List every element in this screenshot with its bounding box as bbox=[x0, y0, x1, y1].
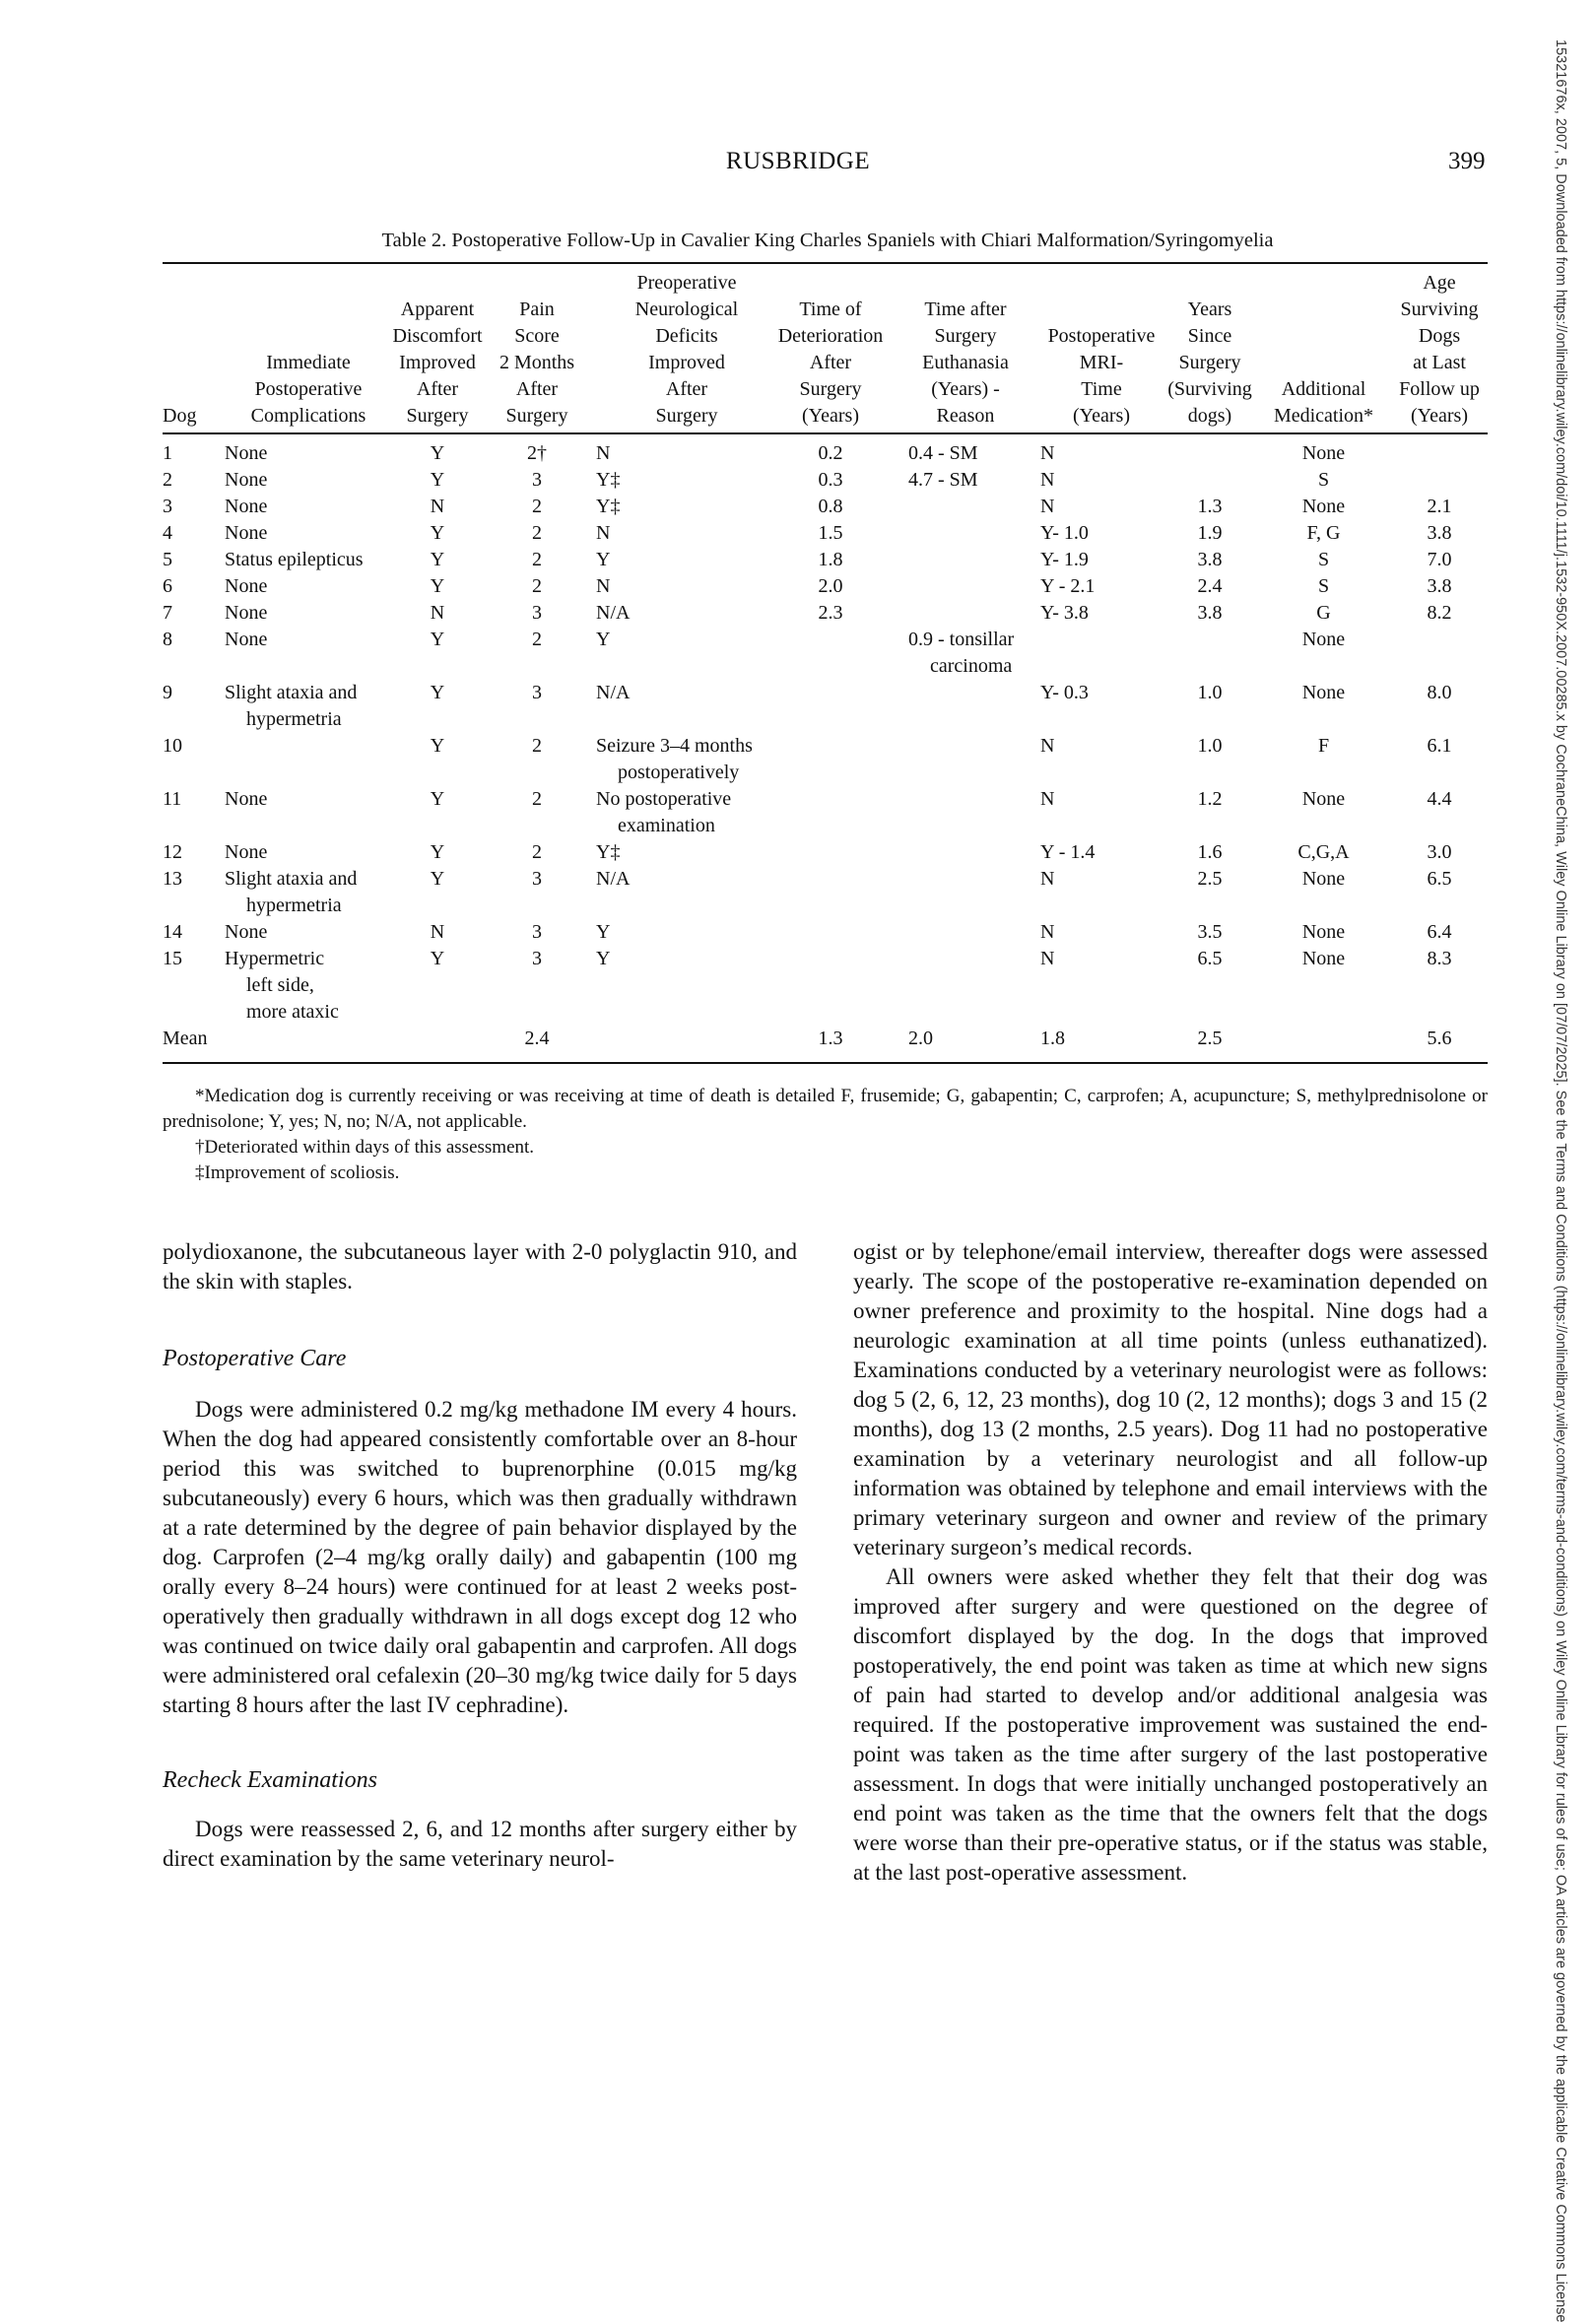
table-row bbox=[0, 733, 1596, 786]
cell-mri: N bbox=[1040, 442, 1055, 464]
cell-medication: None bbox=[1301, 496, 1346, 517]
column-header-line: Pain bbox=[519, 299, 555, 320]
cell-deterioration: 0.8 bbox=[818, 496, 843, 517]
cell-line: Y‡ bbox=[596, 469, 621, 491]
cell-complications bbox=[225, 440, 392, 467]
cell-dog: 15 bbox=[163, 948, 182, 969]
cell-line: hypermetria bbox=[246, 708, 342, 730]
cell-pain: 2† bbox=[527, 442, 547, 464]
cell-deterioration: 1.8 bbox=[818, 549, 843, 570]
cell-age: 3.0 bbox=[1427, 841, 1452, 863]
page-number: 399 bbox=[1448, 148, 1486, 174]
cell-age: 8.3 bbox=[1427, 948, 1452, 969]
column-header-line: at Last bbox=[1413, 352, 1466, 373]
cell-line: N/A bbox=[596, 602, 631, 624]
cell-pain: 3 bbox=[532, 682, 542, 703]
cell-mri: N bbox=[1040, 868, 1055, 890]
paragraph: polydioxanone, the subcutaneous layer with 2-0 polyglactin 910, and the skin with staples. bbox=[163, 1239, 797, 1294]
cell-line: None bbox=[225, 788, 268, 810]
cell-deterioration: 1.5 bbox=[818, 522, 843, 544]
cell-discomfort: Y bbox=[430, 948, 445, 969]
table-row bbox=[0, 786, 1596, 839]
column-header-line: After bbox=[665, 378, 708, 400]
cell-pain: 3 bbox=[532, 868, 542, 890]
column-header-line: Time of bbox=[799, 299, 862, 320]
table-body bbox=[0, 440, 1596, 1052]
left-column bbox=[163, 1237, 797, 1874]
cell-pain: 3 bbox=[532, 469, 542, 491]
column-header-line: Surgery bbox=[799, 378, 862, 400]
cell-complications bbox=[225, 919, 392, 946]
cell-age: 6.5 bbox=[1427, 868, 1452, 890]
cell-mri: Y- 0.3 bbox=[1040, 682, 1089, 703]
cell-discomfort: Y bbox=[430, 841, 445, 863]
cell-mri: N bbox=[1040, 496, 1055, 517]
table-row bbox=[0, 946, 1596, 1026]
cell-medication: S bbox=[1317, 575, 1330, 597]
cell-line: None bbox=[225, 602, 268, 624]
cell-discomfort: N bbox=[430, 602, 445, 624]
cell-discomfort: N bbox=[430, 496, 445, 517]
column-header-line: Age bbox=[1423, 272, 1456, 294]
cell-age: 6.1 bbox=[1427, 735, 1452, 757]
cell-line: hypermetria bbox=[246, 895, 342, 916]
cell-mri: N bbox=[1040, 921, 1055, 943]
cell-line: Y‡ bbox=[596, 496, 621, 517]
cell-complications bbox=[225, 573, 392, 600]
cell-dog: 12 bbox=[163, 841, 182, 863]
column-header bbox=[1161, 272, 1259, 430]
column-header-line: Reason bbox=[936, 405, 995, 427]
cell-age: 8.2 bbox=[1427, 602, 1452, 624]
column-header-line: Improved bbox=[648, 352, 725, 373]
cell-pain: 2 bbox=[532, 522, 542, 544]
cell-medication: G bbox=[1316, 602, 1331, 624]
cell-discomfort: Y bbox=[430, 522, 445, 544]
cell-pain: 2 bbox=[532, 788, 542, 810]
cell-pain: 2 bbox=[532, 629, 542, 650]
cell-dog: 1 bbox=[163, 442, 172, 464]
cell-line: None bbox=[225, 629, 268, 650]
cell-line: Y bbox=[596, 921, 611, 943]
table-row bbox=[0, 680, 1596, 733]
cell-age: 8.0 bbox=[1427, 682, 1452, 703]
cell-line: Status epilepticus bbox=[225, 549, 364, 570]
cell-medication: None bbox=[1301, 682, 1346, 703]
cell-complications bbox=[225, 680, 392, 733]
table-row bbox=[0, 547, 1596, 573]
cell-line: Slight ataxia and bbox=[225, 682, 358, 703]
cell-medication: C,G,A bbox=[1297, 841, 1350, 863]
cell-pain: 3 bbox=[532, 921, 542, 943]
column-header-line: (Years) bbox=[1073, 405, 1130, 427]
cell-line: Seizure 3–4 months bbox=[596, 735, 753, 757]
cell-deficits bbox=[596, 786, 803, 839]
cell-age: 5.6 bbox=[1427, 1028, 1452, 1049]
column-header-line: Since bbox=[1187, 325, 1232, 347]
cell-line: Y‡ bbox=[596, 841, 621, 863]
column-header-line: After bbox=[809, 352, 852, 373]
cell-pain: 2 bbox=[532, 841, 542, 863]
cell-line: None bbox=[225, 841, 268, 863]
cell-discomfort: Y bbox=[430, 549, 445, 570]
cell-discomfort: Y bbox=[430, 682, 445, 703]
table-row bbox=[0, 573, 1596, 600]
column-header-line: Surgery bbox=[655, 405, 718, 427]
cell-line: postoperatively bbox=[618, 762, 740, 783]
column-header bbox=[1032, 272, 1170, 430]
cell-mri: Y- 1.0 bbox=[1040, 522, 1089, 544]
cell-years-since: 2.4 bbox=[1197, 575, 1223, 597]
cell-mri: N bbox=[1040, 735, 1055, 757]
cell-line: None bbox=[225, 442, 268, 464]
cell-medication: None bbox=[1301, 788, 1346, 810]
column-header-line: Dog bbox=[163, 405, 197, 427]
column-header-line: (Surviving bbox=[1167, 378, 1252, 400]
cell-dog: 11 bbox=[163, 788, 182, 810]
cell-discomfort: Y bbox=[430, 868, 445, 890]
cell-pain: 2 bbox=[532, 549, 542, 570]
table-row bbox=[0, 440, 1596, 467]
table-row bbox=[0, 866, 1596, 919]
cell-line: examination bbox=[618, 815, 715, 836]
cell-line: 0.4 - SM bbox=[908, 442, 978, 464]
cell-pain: 3 bbox=[532, 948, 542, 969]
column-header-line: Neurological bbox=[634, 299, 739, 320]
table-row bbox=[0, 467, 1596, 494]
cell-euthanasia bbox=[908, 440, 1051, 467]
column-header-line: (Years) bbox=[1411, 405, 1468, 427]
cell-pain: 3 bbox=[532, 602, 542, 624]
cell-pain: 2 bbox=[532, 575, 542, 597]
cell-line: Hypermetric bbox=[225, 948, 325, 969]
cell-years-since: 1.9 bbox=[1197, 522, 1223, 544]
cell-discomfort: Y bbox=[430, 575, 445, 597]
cell-line: None bbox=[225, 522, 268, 544]
cell-mri: N bbox=[1040, 788, 1055, 810]
column-header-line: Dogs bbox=[1418, 325, 1461, 347]
cell-line: Slight ataxia and bbox=[225, 868, 358, 890]
cell-dog: 14 bbox=[163, 921, 182, 943]
paragraph: Dogs were administered 0.2 mg/kg methadone IM every 4 hours. When the dog had appeared consistently comfortable over an 8-hour period this was switched to buprenorphine (0.015 mg/kg subcutaneously) every 6 hours, which was then gradually withdrawn at a rate determined by the degree of pain behavior displayed by the dog. Carprofen (2–4 mg/kg orally daily) and gabapentin (100 mg orally every 8–24 hours) were continued for at least 2 weeks post-operatively then gradually withdrawn in all dogs except dog 12 who was continued on twice daily oral gabapentin and carprofen. All dogs were administered oral cefalexin (20–30 mg/kg twice daily for 5 days starting 8 hours after the last IV cephradine). bbox=[163, 1397, 797, 1717]
cell-line: None bbox=[225, 469, 268, 491]
cell-medication: None bbox=[1301, 948, 1346, 969]
column-header-line: After bbox=[515, 378, 559, 400]
column-header-line: Immediate bbox=[266, 352, 351, 373]
cell-years-since: 3.5 bbox=[1197, 921, 1223, 943]
download-notice-text: 15321676x, 2007, 5, Downloaded from https://onlinelibrary.wiley.com/doi/10.1111/j.1532-950X.2007.00285.x by CochraneChina, Wiley Online Library on [07/07/2025]. See the Terms and Conditions (https://onlinelibrary.wiley.com/terms-and-conditions) on Wiley Online Library for rules of use; OA articles are governed by the applicable Creative Commons License bbox=[1553, 39, 1568, 2322]
cell-deterioration: 0.2 bbox=[818, 442, 843, 464]
column-header bbox=[892, 272, 1039, 430]
column-header-line: Time bbox=[1081, 378, 1122, 400]
column-header bbox=[1262, 272, 1385, 430]
cell-age: 3.8 bbox=[1427, 575, 1452, 597]
column-header-line: Additional bbox=[1281, 378, 1366, 400]
column-header-line: Medication* bbox=[1273, 405, 1374, 427]
cell-deficits bbox=[596, 627, 803, 653]
cell-medication: F, G bbox=[1306, 522, 1341, 544]
column-header-line: Improved bbox=[399, 352, 476, 373]
column-header-line: 2 Months bbox=[499, 352, 575, 373]
cell-line: left side, bbox=[246, 974, 314, 996]
footnote-double-dagger: ‡Improvement of scoliosis. bbox=[195, 1162, 400, 1183]
cell-medication: None bbox=[1301, 442, 1346, 464]
cell-pain: 2 bbox=[532, 496, 542, 517]
cell-line: 4.7 - SM bbox=[908, 469, 978, 491]
cell-discomfort: Y bbox=[430, 629, 445, 650]
cell-complications bbox=[225, 866, 392, 919]
column-header-line: Years bbox=[1187, 299, 1232, 320]
cell-mri: Y- 3.8 bbox=[1040, 602, 1089, 624]
column-header-line: Deterioration bbox=[777, 325, 884, 347]
cell-discomfort: Y bbox=[430, 788, 445, 810]
cell-dog: 5 bbox=[163, 549, 172, 570]
cell-discomfort: N bbox=[430, 921, 445, 943]
cell-label: Mean bbox=[163, 1028, 208, 1049]
column-header-line: (Years) bbox=[802, 405, 859, 427]
footnote-dagger: †Deteriorated within days of this assessment. bbox=[195, 1137, 535, 1158]
cell-dog: 4 bbox=[163, 522, 172, 544]
cell-deficits bbox=[596, 866, 803, 893]
cell-line: None bbox=[225, 921, 268, 943]
cell-line: Y bbox=[596, 549, 611, 570]
cell-pain: 2.4 bbox=[524, 1028, 550, 1049]
cell-line: 0.9 - tonsillar bbox=[908, 629, 1015, 650]
cell-years-since: 1.6 bbox=[1197, 841, 1223, 863]
cell-years-since: 2.5 bbox=[1197, 868, 1223, 890]
cell-deficits bbox=[596, 839, 803, 866]
cell-mri: Y- 1.9 bbox=[1040, 549, 1089, 570]
paragraph: Dogs were reassessed 2, 6, and 12 months after surgery either by direct examination by the same veterinary neurol- bbox=[163, 1817, 797, 1871]
cell-dog: 2 bbox=[163, 469, 172, 491]
column-header bbox=[225, 272, 392, 430]
cell-discomfort: Y bbox=[430, 469, 445, 491]
cell-complications bbox=[225, 520, 392, 547]
cell-complications bbox=[225, 627, 392, 653]
cell-years-since: 1.0 bbox=[1197, 682, 1223, 703]
cell-line: more ataxic bbox=[246, 1001, 339, 1023]
cell-mri: Y - 2.1 bbox=[1040, 575, 1096, 597]
cell-dog: 10 bbox=[163, 735, 182, 757]
running-head: RUSBRIDGE bbox=[725, 148, 871, 174]
column-header-line: Surgery bbox=[934, 325, 997, 347]
cell-line: carcinoma bbox=[930, 655, 1013, 677]
cell-years-since: 1.2 bbox=[1197, 788, 1223, 810]
cell-age: 3.8 bbox=[1427, 522, 1452, 544]
cell-deficits bbox=[596, 919, 803, 946]
cell-mri: Y - 1.4 bbox=[1040, 841, 1096, 863]
cell-age: 2.1 bbox=[1427, 496, 1452, 517]
cell-medication: S bbox=[1317, 469, 1330, 491]
cell-mri: N bbox=[1040, 948, 1055, 969]
cell-euthanasia bbox=[908, 627, 1051, 680]
column-header-line: Apparent bbox=[400, 299, 475, 320]
cell-years-since: 3.8 bbox=[1197, 602, 1223, 624]
paragraph: ogist or by telephone/email interview, thereafter dogs were assessed yearly. The scope of the postoperative re-examination depended on owner preference and proximity to the hospital. Nine dogs had a neurologic examination at all time points (unless euthanatized). Examinations conducted by a veterinary neurologist were as follows: dog 5 (2, 6, 12, 23 months), dog 10 (2, 12 months); dogs 3 and 15 (2 months), dog 13 (2 months, 2.5 years). Dog 11 had no postoperative examination by a veterinary neurologist and all follow-up information was obtained by telephone and email interviews with the primary veterinary surgeon and owner and review of the primary veterinary surgeon’s medical records. bbox=[853, 1239, 1488, 1559]
cell-complications bbox=[225, 467, 392, 494]
table-row bbox=[0, 520, 1596, 547]
cell-pain: 2 bbox=[532, 735, 542, 757]
column-header bbox=[163, 272, 202, 430]
cell-complications bbox=[225, 547, 392, 573]
cell-line: N bbox=[596, 442, 611, 464]
column-header-line: MRI- bbox=[1079, 352, 1124, 373]
column-header bbox=[392, 272, 483, 430]
column-header-line: Follow up bbox=[1399, 378, 1480, 400]
cell-line: N bbox=[596, 522, 611, 544]
table-bottom-rule bbox=[163, 1062, 1488, 1064]
column-header-line: Score bbox=[514, 325, 560, 347]
cell-dog: 3 bbox=[163, 496, 172, 517]
cell-age: 6.4 bbox=[1427, 921, 1452, 943]
footnote-medication: *Medication dog is currently receiving or was receiving at time of death is detailed F, frusemide; G, gabapentin; C, carprofen; A, acupuncture; S, methylprednisolone or prednisolone; Y, yes; N, no; N/A, not applicable. bbox=[163, 1086, 1488, 1132]
cell-years-since: 3.8 bbox=[1197, 549, 1223, 570]
column-header-line: Surgery bbox=[406, 405, 469, 427]
cell-deficits bbox=[596, 946, 803, 972]
cell-line: Y bbox=[596, 629, 611, 650]
table-row bbox=[0, 627, 1596, 680]
table-row bbox=[0, 839, 1596, 866]
cell-line: N/A bbox=[596, 682, 631, 703]
column-header-line: Complications bbox=[250, 405, 366, 427]
column-header-line: Discomfort bbox=[392, 325, 483, 347]
cell-deterioration: 2.3 bbox=[818, 602, 843, 624]
column-header bbox=[757, 272, 904, 430]
cell-medication: None bbox=[1301, 868, 1346, 890]
cell-medication: None bbox=[1301, 921, 1346, 943]
column-header-line: Postoperative bbox=[254, 378, 363, 400]
cell-deterioration: 0.3 bbox=[818, 469, 843, 491]
table-top-rule bbox=[163, 262, 1488, 264]
table-row bbox=[0, 600, 1596, 627]
cell-line: N bbox=[596, 575, 611, 597]
section-heading: Recheck Examinations bbox=[163, 1767, 377, 1793]
cell-discomfort: Y bbox=[430, 442, 445, 464]
table-row bbox=[0, 494, 1596, 520]
cell-medication: F bbox=[1317, 735, 1330, 757]
table-caption: Table 2. Postoperative Follow-Up in Cavalier King Charles Spaniels with Chiari Malformation/Syringomyelia bbox=[381, 230, 1274, 251]
column-header-line: (Years) - bbox=[931, 378, 1000, 400]
column-header-line: dogs) bbox=[1187, 405, 1232, 427]
cell-euthanasia: 2.0 bbox=[908, 1028, 933, 1049]
cell-deterioration: 1.3 bbox=[818, 1028, 843, 1049]
cell-medication: None bbox=[1301, 629, 1346, 650]
column-header-line: Preoperative bbox=[636, 272, 737, 294]
column-header-line: Surviving bbox=[1400, 299, 1479, 320]
cell-years-since: 2.5 bbox=[1197, 1028, 1223, 1049]
cell-medication: S bbox=[1317, 549, 1330, 570]
cell-years-since: 1.3 bbox=[1197, 496, 1223, 517]
column-header-line: Time after bbox=[924, 299, 1007, 320]
cell-complications bbox=[225, 786, 392, 813]
cell-mri: N bbox=[1040, 469, 1055, 491]
table-row-mean bbox=[0, 1026, 1596, 1052]
cell-dog: 8 bbox=[163, 629, 172, 650]
table-footnotes bbox=[163, 1084, 1488, 1186]
cell-complications bbox=[225, 494, 392, 520]
section-heading: Postoperative Care bbox=[163, 1346, 347, 1371]
cell-age: 7.0 bbox=[1427, 549, 1452, 570]
table-row bbox=[0, 919, 1596, 946]
cell-dog: 7 bbox=[163, 602, 172, 624]
cell-complications bbox=[225, 946, 392, 1026]
column-header-line: Surgery bbox=[505, 405, 568, 427]
table-header-rule bbox=[163, 432, 1488, 434]
column-header-line: After bbox=[416, 378, 459, 400]
column-header-line: Deficits bbox=[655, 325, 718, 347]
cell-dog: 13 bbox=[163, 868, 182, 890]
cell-line: Y bbox=[596, 948, 611, 969]
cell-complications bbox=[225, 839, 392, 866]
cell-years-since: 1.0 bbox=[1197, 735, 1223, 757]
cell-mri: 1.8 bbox=[1040, 1028, 1065, 1049]
cell-euthanasia bbox=[908, 467, 1051, 494]
paragraph: All owners were asked whether they felt that their dog was improved after surgery and were questioned on the degree of discomfort displayed by the dog. In the dogs that improved postoperatively, the end point was taken as time at which new signs of pain had started to develop and/or additional analgesia was required. If the postoperative improvement was sustained the end-point was taken as the time after surgery of the last postoperative assessment. In dogs that were initially unchanged postoperatively an end point was taken as the time that the owners felt that the dogs were worse than their pre-operative status, or if the status was stable, at the last post-operative assessment. bbox=[853, 1564, 1488, 1885]
column-header-line: Surgery bbox=[1178, 352, 1241, 373]
cell-deficits bbox=[596, 680, 803, 706]
cell-age: 4.4 bbox=[1427, 788, 1452, 810]
cell-line: None bbox=[225, 496, 268, 517]
cell-line: No postoperative bbox=[596, 788, 732, 810]
cell-deficits bbox=[596, 733, 803, 786]
right-column bbox=[853, 1237, 1488, 1888]
cell-line: N/A bbox=[596, 868, 631, 890]
cell-discomfort: Y bbox=[430, 735, 445, 757]
cell-years-since: 6.5 bbox=[1197, 948, 1223, 969]
cell-complications bbox=[225, 600, 392, 627]
cell-dog: 9 bbox=[163, 682, 172, 703]
cell-deterioration: 2.0 bbox=[818, 575, 843, 597]
column-header-line: Euthanasia bbox=[922, 352, 1009, 373]
cell-line: None bbox=[225, 575, 268, 597]
column-header bbox=[1391, 272, 1488, 430]
column-header-line: Postoperative bbox=[1047, 325, 1156, 347]
cell-dog: 6 bbox=[163, 575, 172, 597]
